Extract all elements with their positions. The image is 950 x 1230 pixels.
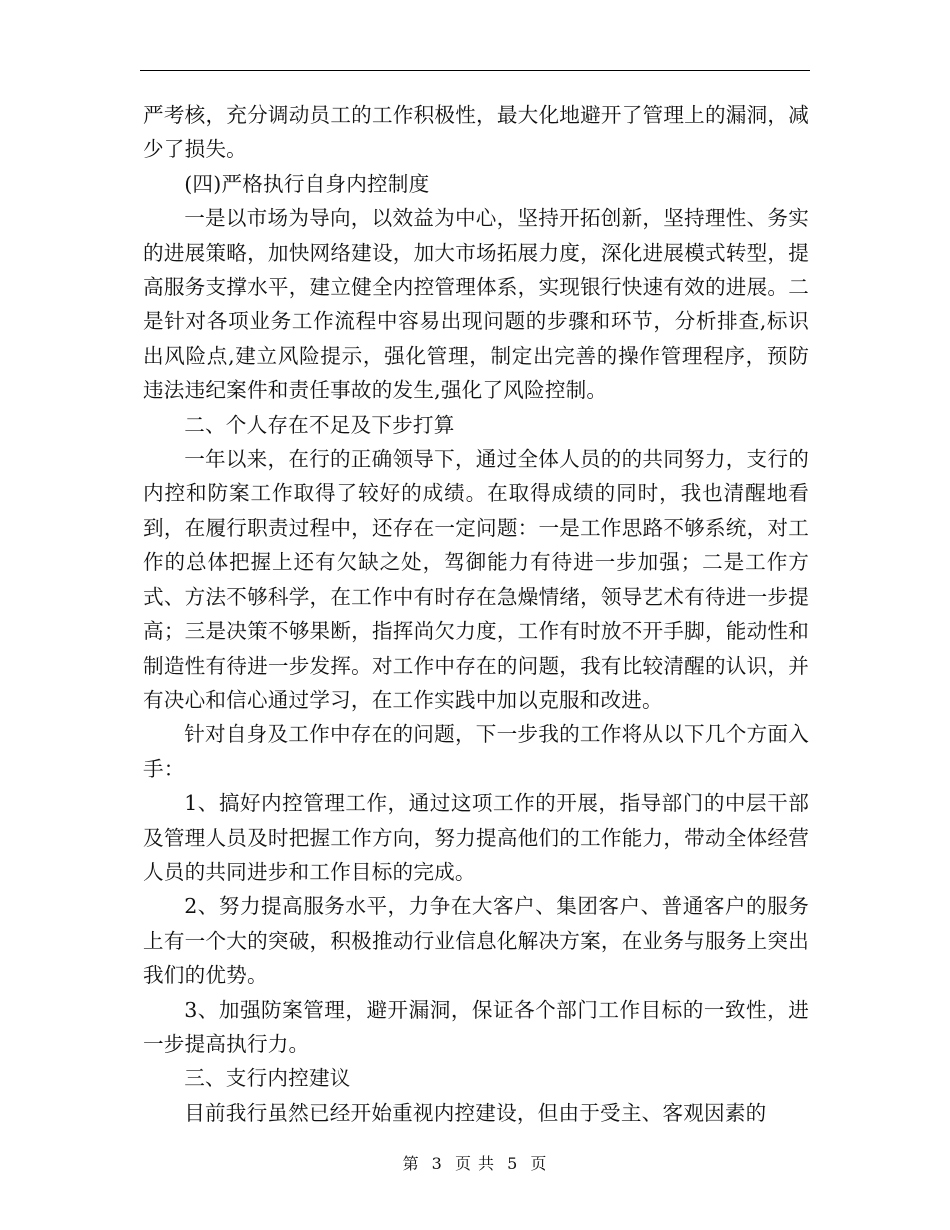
paragraph: 目前我行虽然已经开始重视内控建设，但由于受主、客观因素的 (184, 1100, 767, 1125)
page-footer (0, 1153, 950, 1175)
paragraph: 一年以来，在行的正确领导下，通过全体人员的的共同努力，支行的内控和防案工作取得了较好的成绩。在取得成绩的同时，我也清醒地看到，在履行职责过程中，还存在一定问题：一是工作思路不够系统，对工作的总体把握上还有欠缺之处，驾御能力有待进一步加强；二是工作方式、方法不够科学，在工作中有时存在急燥情绪，领导艺术有待进一步提高；三是决策不够果断，指挥尚欠力度，工作有时放不开手脚，能动性和制造性有待进一步发挥。对工作中存在的问题，我有比较清醒的认识，并有决心和信心通过学习，在工作实践中加以克服和改进。 (143, 447, 809, 712)
total-pages-number: 5 (507, 1154, 519, 1173)
paragraph: 严考核，充分调动员工的工作积极性，最大化地避开了管理上的漏洞，减少了损失。 (143, 103, 809, 162)
footer-prefix: 第 (402, 1154, 420, 1173)
list-item: 1、搞好内控管理工作，通过这项工作的开展，指导部门的中层干部及管理人员及时把握工作方向，努力提高他们的工作能力，带动全体经营人员的共同进步和工作目标的完成。 (143, 791, 809, 884)
section-heading: 二、个人存在不足及下步打算 (184, 412, 455, 437)
header-rule (140, 70, 810, 71)
footer-middle: 页 共 (454, 1154, 496, 1173)
section-heading: (四)严格执行自身内控制度 (184, 171, 430, 196)
list-item: 3、加强防案管理，避开漏洞，保证各个部门工作目标的一致性，进一步提高执行力。 (143, 997, 809, 1056)
paragraph: 针对自身及工作中存在的问题，下一步我的工作将从以下几个方面入手： (143, 722, 809, 781)
paragraph: 一是以市场为导向，以效益为中心，坚持开拓创新，坚持理性、务实的进展策略，加快网络建设，加大市场拓展力度，深化进展模式转型，提高服务支撑水平，建立健全内控管理体系，实现银行快速有效的进展。二是针对各项业务工作流程中容易出现问题的步骤和环节，分析排查,标识出风险点,建立风险提示，强化管理，制定出完善的操作管理程序，预防违法违纪案件和责任事故的发生,强化了风险控制。 (143, 206, 809, 403)
section-heading: 三、支行内控建议 (184, 1066, 351, 1091)
list-item: 2、努力提高服务水平，力争在大客户、集团客户、普通客户的服务上有一个大的突破，积极推动行业信息化解决方案，在业务与服务上突出我们的优势。 (143, 894, 809, 988)
current-page-number: 3 (431, 1154, 443, 1173)
footer-suffix: 页 (530, 1154, 548, 1173)
document-body (143, 98, 809, 1130)
